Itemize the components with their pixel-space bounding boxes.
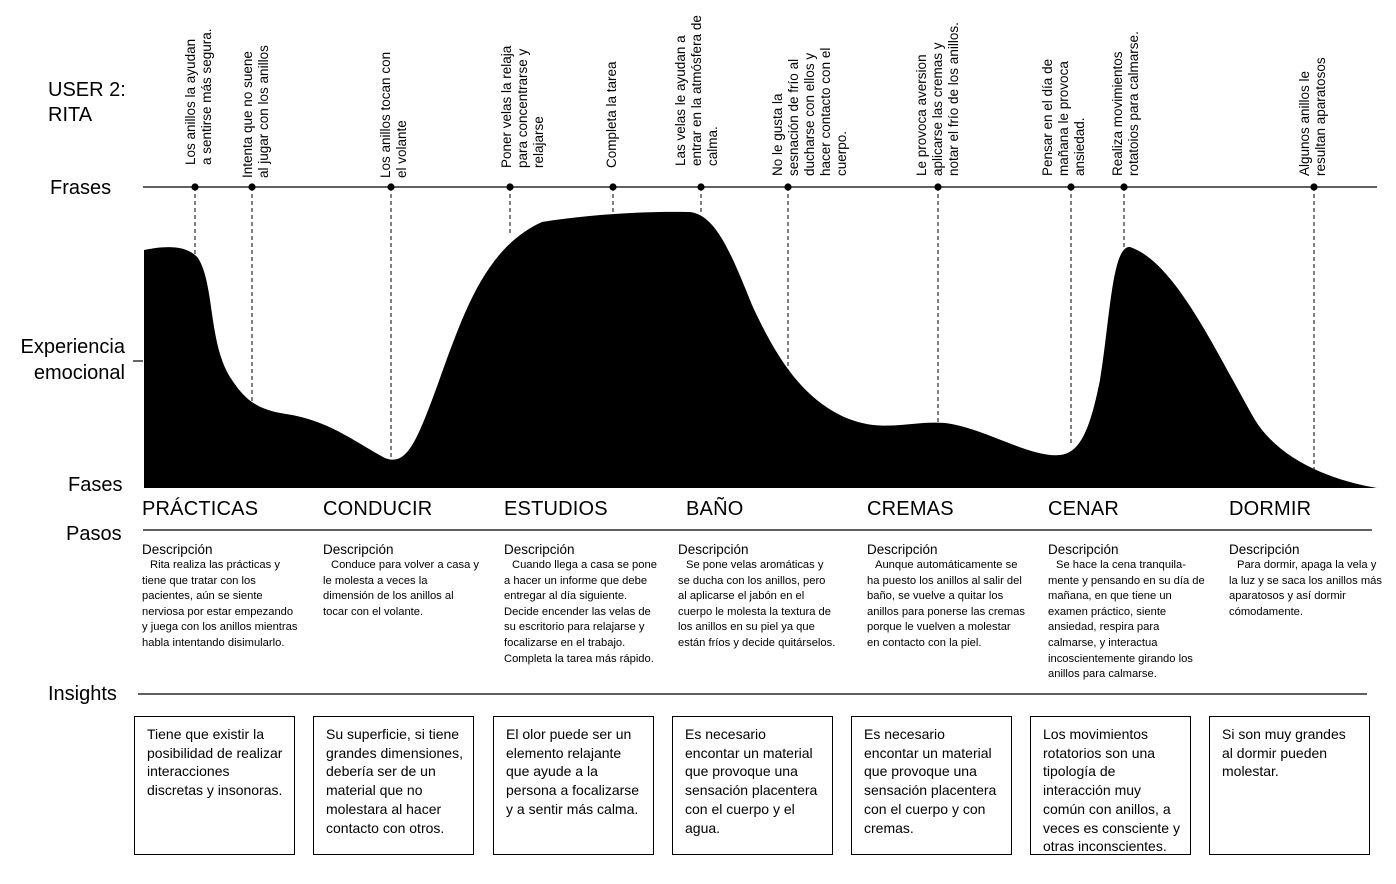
pasos-label: Pasos [66,523,122,545]
insight-bano: Es necesario encontar un material que provoque una sensación placentera con el cuerpo y el agua. [672,716,833,855]
description-body: Cuando llega a casa se pone a hacer un informe que debe entregar al día siguiente. Decide encender las velas de su escritorio para relajarse y focalizarse en el trabajo. Completa la tarea más rápido. [504,559,657,665]
phrase-marker-1 [191,183,198,190]
description-body: Rita realiza las prácticas y tiene que tratar con los pacientes, aún se siente nerviosa por estar empezando y juega con los anillos mientras habla intentando disimularlo. [142,559,298,649]
description-estudios [504,541,662,667]
description-title: Descripción [867,542,938,557]
description-body: Conduce para volver a casa y le molesta a veces la dimensión de los anillos al tocar con el volante. [323,559,480,618]
phase-estudios: ESTUDIOS [504,498,608,520]
phrase-marker-2 [248,183,255,190]
phrase-marker-10 [1120,183,1127,190]
phrase-2: Intenta que no suene al jugar con los anillos [240,45,271,178]
description-body: Se pone velas aromáticas y se ducha con los anillos, pero al aplicarse el jabón en el cuerpo le molesta la textura de los anillos en su piel ya que están fríos y decide quitárselos. [678,559,836,649]
description-title: Descripción [323,542,394,557]
phrase-marker-3 [387,183,394,190]
phrase-1: Los anillos la ayudan a sentirse más segura. [183,28,214,165]
phrase-7: No le gusta la sesnación de frío al ducharse con ellos y hacer contacto con el cuerpo. [770,47,849,176]
fases-label: Fases [68,474,123,496]
description-cenar [1048,541,1206,683]
description-conducir [323,541,481,620]
emotional-curve [144,212,1377,488]
insight-conducir: Su superficie, si tiene grandes dimensiones, debería ser de un material que no molestara al hacer contacto con otros. [313,716,474,855]
phrase-6: Las velas le ayudan a entrar en la atmósfera de calma. [673,15,720,166]
frases-label: Frases [50,177,112,199]
insight-cremas: Es necesario encontar un material que provoque una sensación placentera con el cuerpo y con cremas. [851,716,1012,855]
description-body: Se hace la cena tranquila- mente y pensando en su día de mañana, en que tiene un examen práctico, siente ansiedad, respira para calmarse, y interactua incoscientemente girando los anillos para calmarse. [1048,559,1205,681]
phase-cremas: CREMAS [867,498,954,520]
insights-label: Insights [48,683,117,705]
phrase-marker-7 [784,183,791,190]
phase-practicas: PRÁCTICAS [142,498,259,520]
phase-cenar: CENAR [1048,498,1120,520]
phase-dormir: DORMIR [1229,498,1312,520]
user-name: RITA [48,104,93,126]
phase-bano: BAÑO [686,498,744,520]
phrase-marker-9 [1067,183,1074,190]
phrase-marker-4 [506,183,513,190]
phrase-marker-6 [697,183,704,190]
description-title: Descripción [504,542,575,557]
phase-conducir: CONDUCIR [323,498,433,520]
phrase-10: Realiza movimientos rotatoios para calmarse. [1110,31,1141,176]
description-title: Descripción [1048,542,1119,557]
description-title: Descripción [678,542,749,557]
description-practicas [142,541,300,652]
phrase-4: Poner velas la relaja para concentrarse y relajarse [499,45,546,168]
phrase-marker-5 [609,183,616,190]
phrase-marker-8 [934,183,941,190]
phrase-11: Algunos anillos le resultan aparatosos [1297,57,1328,176]
phrase-3: Los anillos tocan con el volante [378,51,409,178]
phrase-8: Le provoca aversion aplicarse las cremas y notar el frío de los anillos. [914,22,961,176]
phrase-5: Completa la tarea [604,61,619,168]
insight-cenar: Los movimientos rotatorios son una tipología de interacción muy común con anillos, a veces es consciente y otras inconscientes. [1030,716,1191,855]
insight-practicas: Tiene que existir la posibilidad de realizar interacciones discretas y insonoras. [134,716,295,855]
description-title: Descripción [142,542,213,557]
phrase-marker-11 [1310,183,1317,190]
description-body: Para dormir, apaga la vela y la luz y se saca los anillos más aparatosos y así dormir cómodamente. [1229,559,1382,618]
description-title: Descripción [1229,542,1300,557]
description-bano [678,541,836,652]
description-body: Aunque automáticamente se ha puesto los anillos al salir del baño, se vuelve a quitar los anillos para ponerse las cremas porque le vuelven a molestar en contacto con la piel. [867,559,1025,649]
description-dormir [1229,541,1387,620]
user-id: USER 2: [48,79,126,101]
experiencia-label-line2: emocional [33,362,125,384]
insight-estudios: El olor puede ser un elemento relajante que ayude a la persona a focalizarse y a sentir más calma. [493,716,654,855]
insight-dormir: Si son muy grandes al dormir pueden molestar. [1209,716,1370,855]
experiencia-label-line1: Experiencia [20,336,125,358]
description-cremas [867,541,1025,652]
phrase-9: Pensar en el día de mañana le provoca ansiedad. [1040,58,1087,176]
